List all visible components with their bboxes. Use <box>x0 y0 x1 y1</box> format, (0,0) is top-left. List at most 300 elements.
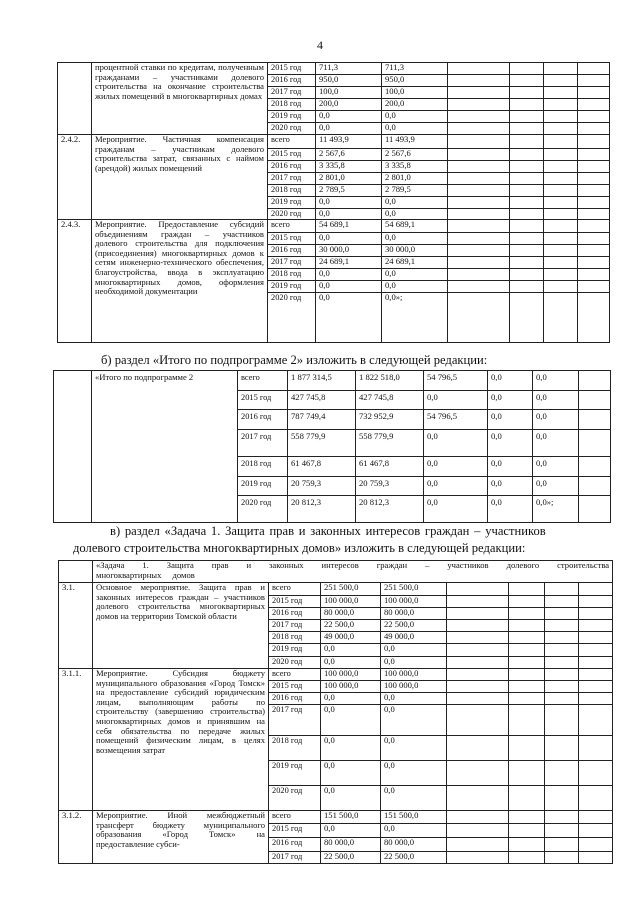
empty-cell <box>448 99 510 111</box>
measure-description: Мероприятие. Субсидия бюджету муниципального образования «Город Томск» на предоставление субсидий юридическим лицам, выполняющим работы по строительству (завершению строительства) многоквартирных домов и принявшим на себя обязательства по передаче жилых помещений физическим лицам, в целях возмещения затрат <box>93 669 269 811</box>
empty-cell <box>448 197 510 209</box>
year-cell: 2016 год <box>268 75 316 87</box>
amount-total: 100 000,0 <box>321 669 381 681</box>
table-row <box>58 135 610 149</box>
empty-cell <box>579 669 613 681</box>
year-cell: 2017 год <box>269 852 321 864</box>
empty-cell <box>579 457 611 477</box>
amount-cell: 0,0 <box>533 371 579 391</box>
amount-regional: 0,0 <box>381 705 447 736</box>
empty-cell <box>545 761 579 786</box>
measure-number: 3.1. <box>59 583 93 669</box>
table-subprogram-2-measures <box>57 62 610 343</box>
empty-cell <box>544 209 578 220</box>
empty-cell <box>509 705 545 736</box>
empty-cell <box>447 583 509 596</box>
amount-cell: 0,0 <box>488 477 533 496</box>
amount-total: 100 000,0 <box>321 596 381 608</box>
amount-regional: 100 000,0 <box>381 681 447 693</box>
amount-total: 100,0 <box>316 87 382 99</box>
amount-total: 0,0 <box>321 761 381 786</box>
year-cell: 2019 год <box>268 281 316 293</box>
amount-cell: 1 822 518,0 <box>356 371 424 391</box>
empty-cell <box>447 811 509 824</box>
empty-cell <box>545 681 579 693</box>
table-row <box>54 371 611 391</box>
empty-cell <box>448 220 510 233</box>
amount-regional: 151 500,0 <box>381 811 447 824</box>
amount-total: 3 335,8 <box>316 161 382 173</box>
amount-cell: 558 779,9 <box>288 430 356 457</box>
empty-cell <box>579 496 611 523</box>
empty-cell <box>448 185 510 197</box>
amount-cell: 0,0 <box>533 477 579 496</box>
empty-cell <box>544 149 578 161</box>
empty-cell <box>578 123 610 135</box>
year-cell: 2018 год <box>268 185 316 197</box>
empty-cell <box>448 135 510 149</box>
amount-regional: 0,0»; <box>382 293 448 343</box>
year-cell: 2019 год <box>268 111 316 123</box>
year-cell: 2015 год <box>268 149 316 161</box>
amount-regional: 2 567,6 <box>382 149 448 161</box>
heading-b: б) раздел «Итого по подпрограмме 2» изложить в следующей редакции: <box>101 353 488 367</box>
amount-regional: 0,0 <box>381 644 447 657</box>
amount-cell: 20 812,3 <box>288 496 356 523</box>
amount-cell: 558 779,9 <box>356 430 424 457</box>
amount-regional: 2 789,5 <box>382 185 448 197</box>
measure-description: Мероприятие. Иной межбюджетный трансферт бюджету муниципального образования «Город Томск» на предоставление субси- <box>93 811 269 864</box>
empty-cell <box>578 293 610 343</box>
amount-cell: 0,0 <box>424 496 488 523</box>
year-cell: 2017 год <box>269 620 321 632</box>
amount-cell: 20 759,3 <box>288 477 356 496</box>
amount-cell: 427 745,8 <box>288 391 356 410</box>
empty-cell <box>447 681 509 693</box>
amount-total: 54 689,1 <box>316 220 382 233</box>
empty-cell <box>510 257 544 269</box>
empty-cell <box>448 257 510 269</box>
empty-cell <box>447 620 509 632</box>
empty-cell <box>545 705 579 736</box>
empty-cell <box>579 410 611 430</box>
empty-cell <box>578 161 610 173</box>
empty-cell <box>544 123 578 135</box>
empty-cell <box>579 786 613 811</box>
total-label: «Итого по подпрограмме 2 <box>92 371 238 523</box>
amount-cell: 0,0 <box>533 391 579 410</box>
table-row <box>58 63 610 75</box>
empty-cell <box>545 608 579 620</box>
empty-cell <box>544 75 578 87</box>
amount-total: 0,0 <box>316 293 382 343</box>
empty-cell <box>509 736 545 761</box>
amount-cell: 0,0 <box>488 496 533 523</box>
amount-regional: 200,0 <box>382 99 448 111</box>
amount-total: 0,0 <box>316 269 382 281</box>
year-cell: 2020 год <box>268 209 316 220</box>
year-cell: 2016 год <box>238 410 288 430</box>
empty-cell <box>447 736 509 761</box>
amount-regional: 100 000,0 <box>381 669 447 681</box>
empty-cell <box>54 371 92 523</box>
empty-cell <box>510 135 544 149</box>
measure-description: Основное мероприятие. Защита прав и законных интересов граждан – участников долевого строительства многоквартирных домов на территории Томской области <box>93 583 269 669</box>
amount-regional: 80 000,0 <box>381 608 447 620</box>
amount-cell: 0,0 <box>488 391 533 410</box>
amount-regional: 0,0 <box>381 736 447 761</box>
amount-regional: 0,0 <box>382 281 448 293</box>
amount-cell: 0,0 <box>533 430 579 457</box>
amount-regional: 0,0 <box>382 197 448 209</box>
year-cell: 2019 год <box>269 761 321 786</box>
empty-cell <box>544 293 578 343</box>
amount-cell: 0,0»; <box>533 496 579 523</box>
amount-cell: 0,0 <box>488 430 533 457</box>
empty-cell <box>579 705 613 736</box>
empty-cell <box>510 149 544 161</box>
empty-cell <box>545 644 579 657</box>
empty-cell <box>544 161 578 173</box>
year-cell: 2017 год <box>269 705 321 736</box>
empty-cell <box>447 838 509 852</box>
empty-cell <box>544 245 578 257</box>
measure-number <box>58 63 92 135</box>
amount-total: 0,0 <box>321 644 381 657</box>
amount-regional: 22 500,0 <box>381 620 447 632</box>
amount-regional: 711,3 <box>382 63 448 75</box>
empty-cell <box>545 838 579 852</box>
empty-cell <box>448 281 510 293</box>
empty-cell <box>510 293 544 343</box>
empty-cell <box>448 63 510 75</box>
amount-cell: 732 952,9 <box>356 410 424 430</box>
amount-total: 2 567,6 <box>316 149 382 161</box>
empty-cell <box>447 693 509 705</box>
empty-cell <box>545 657 579 669</box>
year-cell: всего <box>269 811 321 824</box>
year-cell: всего <box>269 583 321 596</box>
empty-cell <box>578 87 610 99</box>
empty-cell <box>579 430 611 457</box>
amount-regional: 0,0 <box>382 209 448 220</box>
amount-regional: 950,0 <box>382 75 448 87</box>
empty-cell <box>509 761 545 786</box>
empty-cell <box>509 608 545 620</box>
amount-regional: 0,0 <box>381 657 447 669</box>
empty-cell <box>579 736 613 761</box>
measure-description: Мероприятие. Частичная компенсация гражданам – участникам долевого строительства затрат, связанных с наймом (арендой) жилых помещений <box>92 135 268 220</box>
year-cell: 2020 год <box>268 123 316 135</box>
year-cell: 2020 год <box>238 496 288 523</box>
empty-cell <box>579 838 613 852</box>
amount-total: 22 500,0 <box>321 852 381 864</box>
amount-regional: 0,0 <box>382 111 448 123</box>
empty-cell <box>544 233 578 245</box>
empty-cell <box>578 245 610 257</box>
empty-cell <box>510 87 544 99</box>
year-cell: 2015 год <box>268 233 316 245</box>
empty-cell <box>544 269 578 281</box>
amount-total: 80 000,0 <box>321 608 381 620</box>
amount-cell: 61 467,8 <box>288 457 356 477</box>
empty-cell <box>448 173 510 185</box>
measure-description: Мероприятие. Предоставление субсидий объединениям граждан – участников долевого строительства для подключения (присоединения) многоквартирных домов к сетям инженерно-технического обеспечения, благоустройства, ввода в эксплуатацию многоквартирных домов, оформления необходимой документации <box>92 220 268 343</box>
task-title: «Задача 1. Защита прав и законных интересов граждан – участников долевого строительства многоквартирных домов <box>93 561 613 583</box>
empty-cell <box>578 281 610 293</box>
empty-cell <box>510 63 544 75</box>
empty-cell <box>510 233 544 245</box>
year-cell: 2016 год <box>269 693 321 705</box>
empty-cell <box>579 681 613 693</box>
empty-cell <box>545 596 579 608</box>
empty-cell <box>544 111 578 123</box>
amount-total: 0,0 <box>321 657 381 669</box>
empty-cell <box>578 209 610 220</box>
empty-cell <box>578 99 610 111</box>
year-cell: всего <box>269 669 321 681</box>
year-cell: 2018 год <box>268 99 316 111</box>
empty-cell <box>509 657 545 669</box>
empty-cell <box>510 197 544 209</box>
heading-v-line1: в) раздел «Задача 1. Защита прав и законных интересов граждан – участников <box>110 524 546 538</box>
amount-total: 22 500,0 <box>321 620 381 632</box>
amount-regional: 11 493,9 <box>382 135 448 149</box>
measure-number: 3.1.1. <box>59 669 93 811</box>
empty-cell <box>509 596 545 608</box>
empty-cell <box>545 736 579 761</box>
empty-cell <box>579 608 613 620</box>
amount-total: 0,0 <box>321 736 381 761</box>
amount-total: 11 493,9 <box>316 135 382 149</box>
year-cell: 2016 год <box>269 608 321 620</box>
empty-cell <box>578 111 610 123</box>
year-cell: 2018 год <box>269 736 321 761</box>
measure-description: процентной ставки по кредитам, полученным гражданами – участниками долевого строительства на окончание строительства жилых помещений в многоквартирных домах <box>92 63 268 135</box>
empty-cell <box>447 786 509 811</box>
empty-cell <box>447 761 509 786</box>
empty-cell <box>447 657 509 669</box>
empty-cell <box>510 220 544 233</box>
empty-cell <box>448 245 510 257</box>
year-cell: 2020 год <box>268 293 316 343</box>
amount-cell: 0,0 <box>533 457 579 477</box>
amount-total: 0,0 <box>321 824 381 838</box>
amount-total: 80 000,0 <box>321 838 381 852</box>
empty-cell <box>510 281 544 293</box>
amount-total: 0,0 <box>316 233 382 245</box>
amount-cell: 0,0 <box>424 391 488 410</box>
empty-cell <box>448 111 510 123</box>
amount-total: 0,0 <box>321 693 381 705</box>
amount-total: 151 500,0 <box>321 811 381 824</box>
amount-regional: 3 335,8 <box>382 161 448 173</box>
amount-cell: 0,0 <box>488 410 533 430</box>
empty-cell <box>545 632 579 644</box>
empty-cell <box>579 761 613 786</box>
amount-total: 24 689,1 <box>316 257 382 269</box>
empty-cell <box>579 644 613 657</box>
year-cell: всего <box>238 371 288 391</box>
amount-total: 0,0 <box>316 281 382 293</box>
table-row <box>59 669 613 681</box>
amount-regional: 0,0 <box>381 761 447 786</box>
year-cell: 2017 год <box>238 430 288 457</box>
empty-cell <box>448 123 510 135</box>
empty-cell <box>544 135 578 149</box>
year-cell: всего <box>268 220 316 233</box>
year-cell: 2019 год <box>238 477 288 496</box>
amount-regional: 54 689,1 <box>382 220 448 233</box>
amount-total: 49 000,0 <box>321 632 381 644</box>
empty-cell <box>544 185 578 197</box>
empty-cell <box>579 632 613 644</box>
empty-cell <box>509 583 545 596</box>
empty-cell <box>448 87 510 99</box>
amount-regional: 251 500,0 <box>381 583 447 596</box>
year-cell: 2015 год <box>269 681 321 693</box>
year-cell: всего <box>268 135 316 149</box>
year-cell: 2016 год <box>268 245 316 257</box>
table-row <box>59 811 613 824</box>
empty-cell <box>448 269 510 281</box>
table-row <box>59 583 613 596</box>
empty-cell <box>510 99 544 111</box>
table-subprogram-2-total <box>53 370 611 523</box>
empty-cell <box>510 173 544 185</box>
empty-cell <box>578 197 610 209</box>
amount-total: 950,0 <box>316 75 382 87</box>
amount-cell: 54 796,5 <box>424 371 488 391</box>
measure-number: 3.1.2. <box>59 811 93 864</box>
empty-cell <box>578 220 610 233</box>
empty-cell <box>545 583 579 596</box>
empty-cell <box>579 824 613 838</box>
empty-cell <box>59 561 93 583</box>
amount-cell: 1 877 314,5 <box>288 371 356 391</box>
empty-cell <box>510 123 544 135</box>
empty-cell <box>544 220 578 233</box>
amount-cell: 787 749,4 <box>288 410 356 430</box>
year-cell: 2017 год <box>268 173 316 185</box>
amount-cell: 427 745,8 <box>356 391 424 410</box>
amount-cell: 54 796,5 <box>424 410 488 430</box>
table-row <box>58 220 610 233</box>
empty-cell <box>509 838 545 852</box>
empty-cell <box>545 852 579 864</box>
empty-cell <box>544 99 578 111</box>
empty-cell <box>448 149 510 161</box>
amount-total: 0,0 <box>316 123 382 135</box>
amount-regional: 0,0 <box>381 824 447 838</box>
empty-cell <box>578 269 610 281</box>
year-cell: 2015 год <box>269 824 321 838</box>
empty-cell <box>510 161 544 173</box>
year-cell: 2020 год <box>269 657 321 669</box>
empty-cell <box>544 87 578 99</box>
empty-cell <box>579 657 613 669</box>
empty-cell <box>544 257 578 269</box>
empty-cell <box>579 583 613 596</box>
year-cell: 2019 год <box>268 197 316 209</box>
amount-total: 0,0 <box>321 705 381 736</box>
amount-cell: 0,0 <box>424 430 488 457</box>
amount-total: 30 000,0 <box>316 245 382 257</box>
empty-cell <box>578 185 610 197</box>
table-row <box>59 561 613 583</box>
year-cell: 2016 год <box>268 161 316 173</box>
year-cell: 2019 год <box>269 644 321 657</box>
empty-cell <box>509 669 545 681</box>
empty-cell <box>510 209 544 220</box>
empty-cell <box>545 786 579 811</box>
amount-cell: 0,0 <box>488 371 533 391</box>
table-task-1 <box>58 560 613 864</box>
empty-cell <box>544 197 578 209</box>
empty-cell <box>447 632 509 644</box>
empty-cell <box>578 233 610 245</box>
empty-cell <box>579 391 611 410</box>
empty-cell <box>447 669 509 681</box>
amount-regional: 49 000,0 <box>381 632 447 644</box>
empty-cell <box>447 644 509 657</box>
amount-total: 2 789,5 <box>316 185 382 197</box>
empty-cell <box>578 173 610 185</box>
empty-cell <box>509 786 545 811</box>
year-cell: 2017 год <box>268 257 316 269</box>
amount-total: 100 000,0 <box>321 681 381 693</box>
amount-cell: 20 812,3 <box>356 496 424 523</box>
empty-cell <box>510 269 544 281</box>
empty-cell <box>545 811 579 824</box>
amount-total: 0,0 <box>316 111 382 123</box>
amount-regional: 80 000,0 <box>381 838 447 852</box>
amount-total: 200,0 <box>316 99 382 111</box>
amount-regional: 100 000,0 <box>381 596 447 608</box>
year-cell: 2015 год <box>269 596 321 608</box>
empty-cell <box>510 75 544 87</box>
amount-regional: 0,0 <box>381 786 447 811</box>
empty-cell <box>545 824 579 838</box>
amount-total: 2 801,0 <box>316 173 382 185</box>
empty-cell <box>579 811 613 824</box>
empty-cell <box>509 681 545 693</box>
empty-cell <box>448 293 510 343</box>
empty-cell <box>510 111 544 123</box>
empty-cell <box>578 257 610 269</box>
empty-cell <box>579 477 611 496</box>
year-cell: 2016 год <box>269 838 321 852</box>
year-cell: 2017 год <box>268 87 316 99</box>
empty-cell <box>579 620 613 632</box>
year-cell: 2015 год <box>238 391 288 410</box>
empty-cell <box>545 693 579 705</box>
empty-cell <box>509 644 545 657</box>
empty-cell <box>578 135 610 149</box>
measure-number: 2.4.3. <box>58 220 92 343</box>
empty-cell <box>510 185 544 197</box>
empty-cell <box>447 596 509 608</box>
empty-cell <box>447 852 509 864</box>
empty-cell <box>510 245 544 257</box>
empty-cell <box>448 161 510 173</box>
empty-cell <box>509 620 545 632</box>
amount-regional: 22 500,0 <box>381 852 447 864</box>
empty-cell <box>578 75 610 87</box>
measure-number: 2.4.2. <box>58 135 92 220</box>
empty-cell <box>578 63 610 75</box>
year-cell: 2018 год <box>238 457 288 477</box>
